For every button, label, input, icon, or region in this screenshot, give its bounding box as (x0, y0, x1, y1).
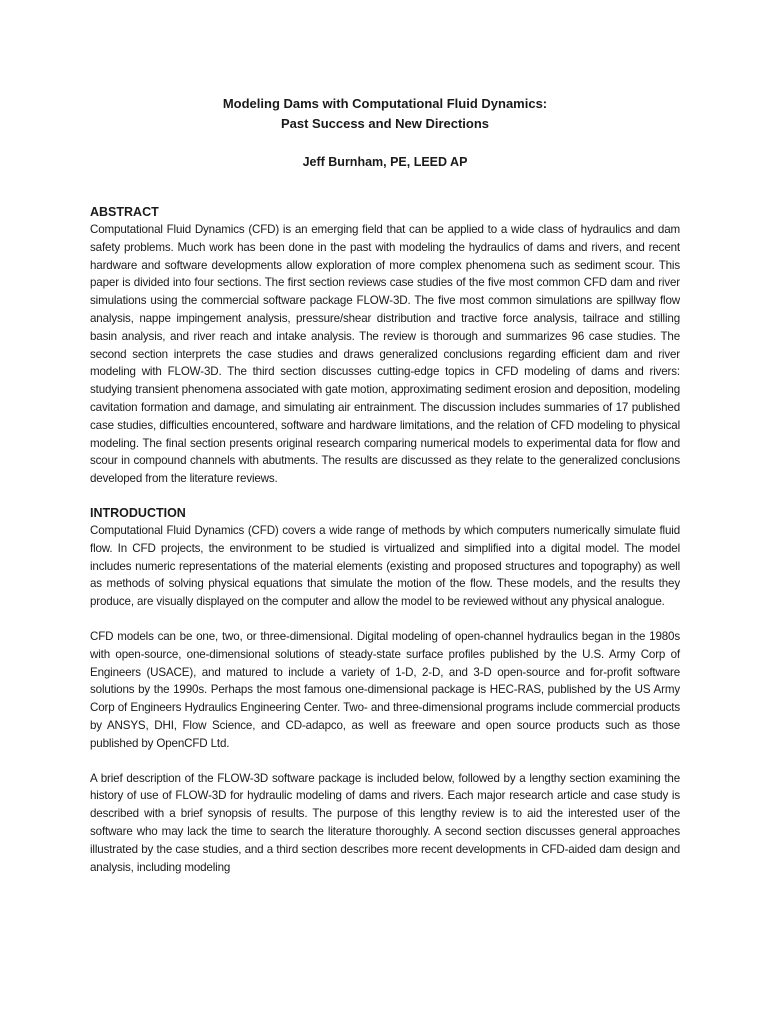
introduction-heading: INTRODUCTION (90, 505, 186, 520)
author-line: Jeff Burnham, PE, LEED AP (302, 155, 468, 169)
intro-paragraph-3: A brief description of the FLOW-3D software package is included below, followed by a lengthy section examining the history of use of FLOW-3D for hydraulic modeling of dams and rivers. Each major research article and case study is described with a brief synopsis of results. The purpose of this lengthy review is to aid the interested user of the software who may lack the time to search the literature thoroughly. A second section discusses general approaches illustrated by the case studies, and a third section describes more recent developments in CFD-aided dam design and analysis, including modeling (90, 771, 680, 874)
paper-title (90, 94, 680, 134)
abstract-heading: ABSTRACT (90, 205, 159, 219)
intro-paragraph-2: CFD models can be one, two, or three-dimensional. Digital modeling of open-channel hydraulics began in the 1980s with open-source, one-dimensional solutions of steady-state surface profiles published by the U.S. Army Corp of Engineers (USACE), and matured to include a variety of 1-D, 2-D, and 3-D open-source and for-profit software solutions by the 1990s. Perhaps the most famous one-dimensional package is HEC-RAS, published by the US Army Corp of Engineers Hydraulics Engineering Center. Two- and three-dimensional programs include commercial products by ANSYS, DHI, Flow Science, and CD-adapco, as well as freeware and open source products such as those published by OpenCFD Ltd. (90, 629, 680, 750)
title-line-2: Past Success and New Directions (280, 116, 490, 131)
document-page (90, 94, 680, 876)
intro-paragraph-1: Computational Fluid Dynamics (CFD) covers a wide range of methods by which computers numerically simulate fluid flow. In CFD projects, the environment to be studied is virtualized and simplified into a digital model. The model includes numeric representations of the material elements (existing and proposed structures and topography) as well as methods of solving physical equations that simulate the motion of the flow. These models, and the results they produce, are visually displayed on the computer and allow the model to be reviewed without any physical analogue. (90, 523, 680, 609)
title-line-1: Modeling Dams with Computational Fluid Dynamics: (222, 96, 548, 111)
abstract-paragraph: Computational Fluid Dynamics (CFD) is an emerging field that can be applied to a wide class of hydraulics and dam safety problems. Much work has been done in the past with modeling the hydraulics of dams and rivers, and recent hardware and software developments allow exploration of more complex phenomena such as sediment scour. This paper is divided into four sections. The first section reviews case studies of the five most common CFD dam and river simulations using the commercial software package FLOW-3D. The five most common simulations are spillway flow analysis, nappe impingement analysis, pressure/shear distribution and tractive force analysis, tailrace and stilling basin analysis, and river reach and intake analysis. The review is thorough and summarizes 96 case studies. The second section interprets the case studies and draws generalized conclusions regarding efficient dam and river modeling with FLOW-3D. The third section discusses cutting-edge topics in CFD modeling of dams and rivers: studying transient phenomena associated with gate motion, approximating sediment erosion and deposition, modeling cavitation formation and damage, and simulating air entrainment. The discussion includes summaries of 17 published case studies, difficulties encountered, software and hardware limitations, and the relation of CFD modeling to physical modeling. The final section presents original research comparing numerical models to experimental data for flow and scour in compound channels with abutments. The results are discussed as they relate to the generalized conclusions developed from the literature reviews. (90, 223, 680, 486)
